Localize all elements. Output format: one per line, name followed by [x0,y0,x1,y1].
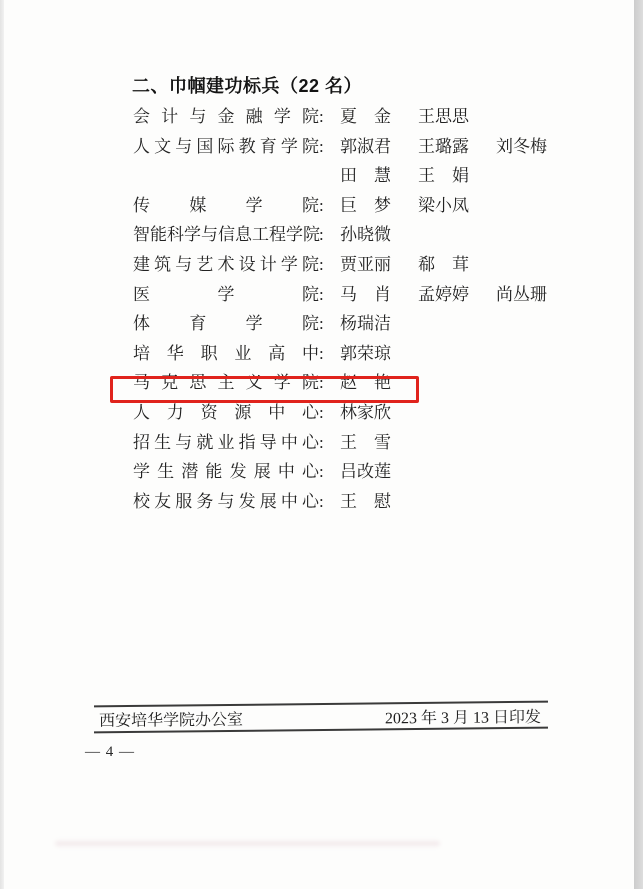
colon: : [319,136,324,156]
unit-label: 校友服务与发展中心 [133,491,319,511]
awardee-name: 吕改莲 [340,462,391,482]
awardee-name: 王 雪 [340,432,391,452]
colon: : [319,107,324,126]
unit-label: 会计与金融学院 [133,107,319,126]
roster-row [133,220,613,250]
page-number: — 4 — [85,744,135,760]
scan-edge-right [634,0,643,889]
roster-row [133,250,613,280]
awardee-name: 梁小凤 [418,195,469,215]
roster-list [133,102,613,516]
colon: : [319,402,324,422]
section-title: 二、巾帼建功标兵（22 名） [132,76,363,96]
colon: : [319,284,324,304]
roster-row [133,191,613,221]
colon: : [319,373,324,393]
roster-row [133,428,613,458]
roster-row [133,280,613,310]
roster-row [133,339,613,369]
awardee-name: 杨瑞洁 [340,314,391,334]
colon: : [319,491,324,511]
unit-label: 人文与国际教育学院 [133,136,319,156]
awardee-name: 巨 梦 [340,195,391,215]
unit-label: 体育学院 [133,314,319,334]
awardee-name: 林家欣 [340,402,391,422]
awardee-name: 尚丛珊 [496,284,547,304]
awardee-name: 贾亚丽 [340,254,391,274]
roster-row [133,102,613,132]
unit-label: 招生与就业指导中心 [133,432,319,452]
roster-row [133,161,613,191]
awardee-name: 孙晓微 [340,225,391,245]
roster-row [133,309,613,339]
unit-label: 建筑与艺术设计学院 [133,254,319,274]
roster-row [133,487,613,517]
roster-row [133,368,613,398]
print-date: 2023 年 3 月 13 日印发 [384,709,542,728]
awardee-name: 王 娟 [418,166,469,186]
colon: : [319,225,324,245]
awardee-name: 王璐露 [418,136,469,156]
colon: : [319,462,324,482]
unit-label: 医学院 [133,284,319,304]
awardee-name: 刘冬梅 [496,136,547,156]
unit-label: 培华职业高中 [133,343,319,363]
awardee-name: 郭荣琼 [340,343,391,363]
unit-label: 学生潜能发展中心 [133,462,319,482]
awardee-name: 赵 艳 [340,373,391,393]
awardee-name: 郗 茸 [418,254,469,274]
unit-label: 马克思主义学院 [133,373,319,393]
awardee-name: 孟婷婷 [418,284,469,304]
scan-edge-left [0,0,4,889]
roster-row [133,398,613,428]
issuing-office: 西安培华学院办公室 [98,711,244,730]
colon: : [319,343,324,363]
awardee-name: 田 慧 [340,166,391,186]
colon: : [319,432,324,452]
unit-label: 传媒学院 [133,195,319,215]
awardee-name: 王思思 [418,107,469,126]
unit-label: 智能科学与信息工程学院 [133,225,320,245]
colon: : [319,314,324,334]
awardee-name: 马 肖 [340,284,391,304]
awardee-name: 王 慰 [340,491,391,511]
roster-row [133,457,613,487]
roster-row [133,132,613,162]
colon: : [319,195,324,215]
scan-smudge [55,841,440,846]
unit-label: 人力资源中心 [133,402,319,422]
awardee-name: 夏 金 [340,107,391,126]
colon: : [319,254,324,274]
awardee-name: 郭淑君 [340,136,391,156]
